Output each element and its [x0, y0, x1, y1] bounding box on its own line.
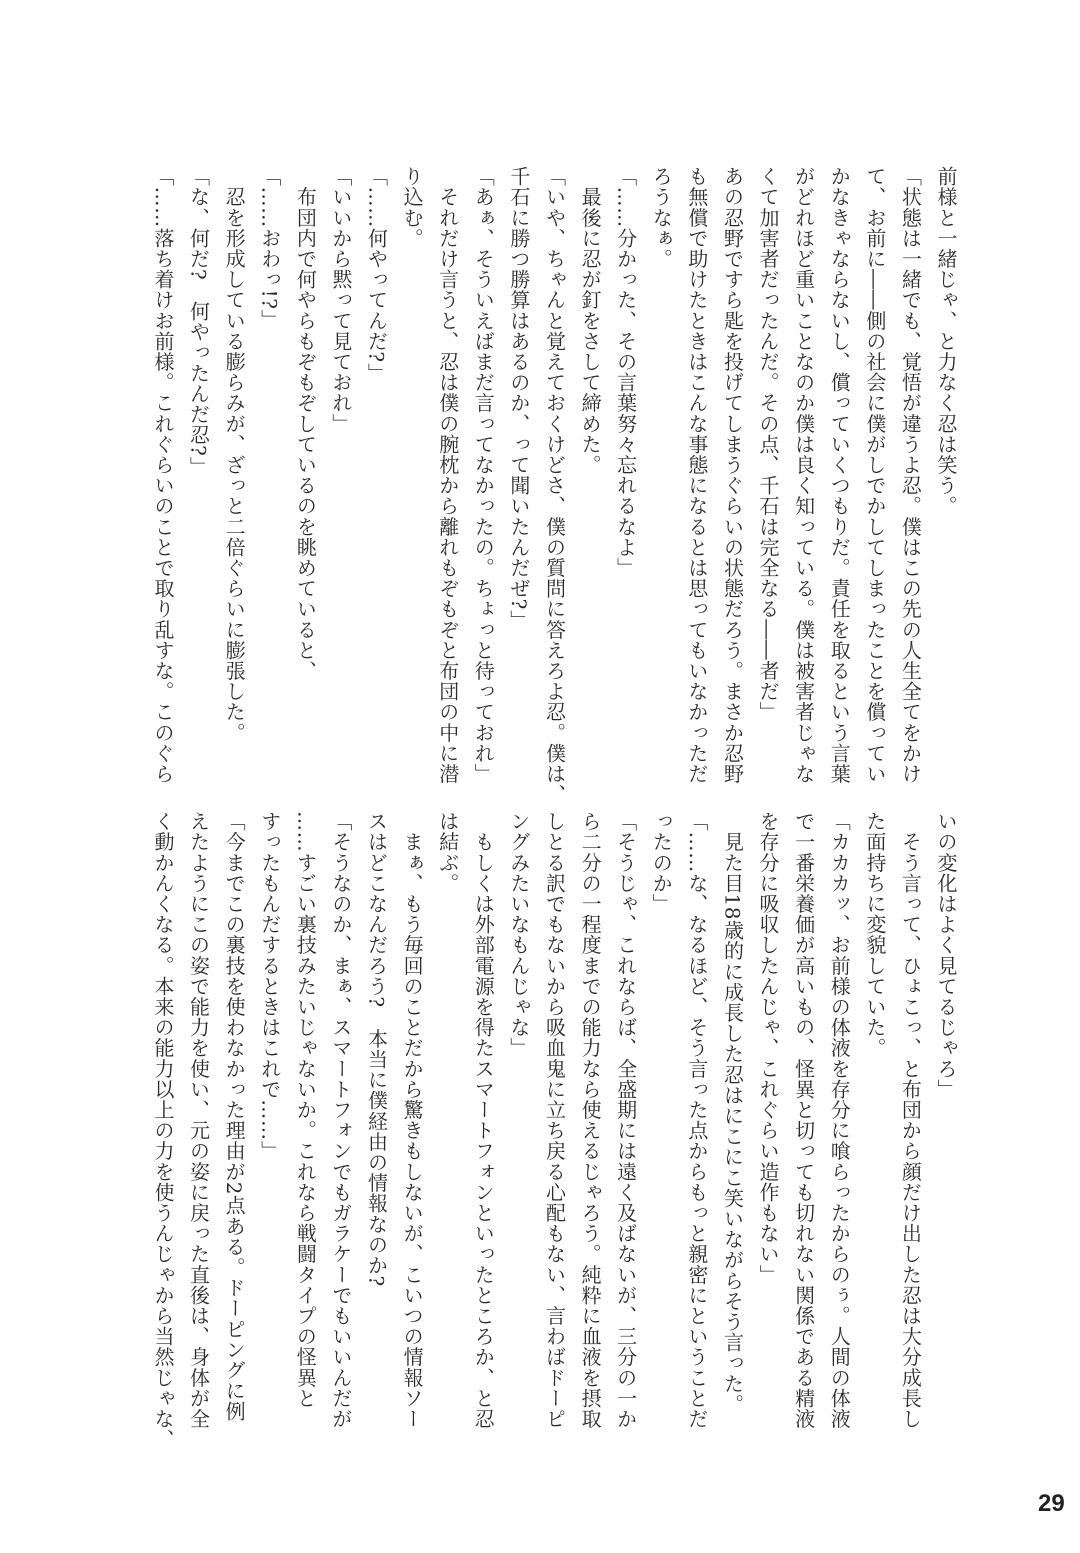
text-column: 「……分かった、その言葉努々忘れるなよ」 [613, 166, 638, 578]
text-column: 見た目18歳的に成長した忍はにこにこ笑いながらそう言った。 [720, 811, 745, 1415]
text-column: 「カカカッ、お前様の体液を存分に喰らったからのぅ。人間の体液 [827, 811, 852, 1429]
text-column: まぁ、もう毎回のことだから驚きもしないが、こいつの情報ソー [400, 811, 425, 1429]
text-column: り込む。 [400, 166, 425, 249]
text-column: 「……何やってんだ?」 [364, 166, 389, 384]
text-column: を存分に吸収したんじゃ、これぐらい造作もない」 [756, 811, 781, 1285]
text-block-bottom [144, 811, 963, 1461]
text-column: は結ぶ。 [435, 811, 460, 894]
text-column: いの変化はよく見てるじゃろ」 [934, 811, 958, 1100]
text-column: 布団内で何やらもぞもぞしているのを眺めていると、 [293, 166, 318, 681]
text-column: 「いいから黙って見ておれ」 [328, 166, 353, 434]
text-column: 千石に勝つ勝算はあるのか、って聞いたんだぜ?」 [506, 166, 531, 631]
text-column: すったもんだするときはこれで……」 [257, 811, 282, 1162]
text-column: 前様と一緒じゃ、と力なく忍は笑う。 [934, 166, 958, 517]
page-number: 29 [1038, 1490, 1065, 1517]
text-column: 最後に忍が釘をさして締めた。 [578, 166, 603, 475]
text-column: 「今までこの裏技を使わなかった理由が2点ある。ドーピングに例 [222, 811, 247, 1422]
text-column: スはどこなんだろう? 本当に僕経由の情報なのか? [364, 811, 389, 1287]
text-column: た面持ちに変貌していた。 [862, 811, 887, 1059]
text-column: ったのか」 [649, 811, 674, 914]
text-column: 「状態は一緒でも、覚悟が違うよ忍。僕はこの先の人生全てをかけ [898, 166, 923, 784]
text-column: もしくは外部電源を得たスマートフォンといったところか、と忍 [471, 811, 496, 1429]
text-column: ろうなぁ。 [649, 166, 674, 269]
text-column: ……すごい裏技みたいじゃないか。これなら戦闘タイプの怪異と [293, 811, 318, 1409]
text-column: も無償で助けたときはこんな事態になるとは思ってもいなかっただ [684, 166, 709, 784]
text-column: 「……落ち着けお前様。これぐらいのことで取り乱すな。このぐら [150, 166, 175, 784]
text-column: て、お前に――側の社会に僕がしでかしてしまったことを償ってい [862, 166, 887, 784]
text-column: そう言って、ひょこっ、と布団から顔だけ出した忍は大分成長し [898, 811, 923, 1429]
text-column: がどれほど重いことなのか僕は良く知っている。僕は被害者じゃな [791, 166, 816, 784]
text-column: 「そうじゃ、これならば、全盛期には遠く及ばないが、三分の一か [613, 811, 638, 1429]
text-column: かなきゃならないし、償っていくつもりだ。責任を取るという言葉 [827, 166, 852, 784]
text-block-top [144, 166, 963, 806]
text-column: で一番栄養価が高いもの、怪異と切っても切れない関係である精液 [791, 811, 816, 1429]
text-column: えたようにこの姿で能力を使い、元の姿に戻った直後は、身体が全 [186, 811, 211, 1429]
text-column: 「そうなのか、まぁ、スマートフォンでもガラケーでもいいんだが [328, 811, 353, 1429]
text-column: ングみたいなもんじゃな」 [506, 811, 531, 1059]
text-column: あの忍野ですら匙を投げてしまうぐらいの状態だろう。まさか忍野 [720, 166, 745, 784]
text-column: ら二分の一程度までの能力なら使えるじゃろう。純粋に血液を摂取 [578, 811, 603, 1429]
text-column: くて加害者だったんだ。その点、千石は完全なる――者だ」 [756, 166, 781, 723]
text-column: 「……おわっ!?」 [257, 166, 282, 331]
text-column: 「あぁ、そういえばまだ言ってなかったの。ちょっと待っておれ」 [471, 166, 496, 784]
text-column: 「いや、ちゃんと覚えておくけどさ、僕の質問に答えろよ忍。僕は、 [542, 166, 567, 805]
text-column: く動かんくなる。本来の能力以上の力を使うんじゃから当然じゃな、 [150, 811, 175, 1450]
text-column: 「……な、なるほど、そう言った点からもっと親密にということだ [684, 811, 709, 1429]
text-column: それだけ言うと、忍は僕の腕枕から離れもぞもぞと布団の中に潜 [435, 166, 460, 784]
text-column: 「な、何だ? 何やったんだ忍?」 [186, 166, 211, 478]
text-column: 忍を形成している膨らみが、ざっと二倍ぐらいに膨張した。 [222, 166, 247, 743]
text-column: しとる訳でもないから吸血鬼に立ち戻る心配もない、言わばドーピ [542, 811, 567, 1429]
